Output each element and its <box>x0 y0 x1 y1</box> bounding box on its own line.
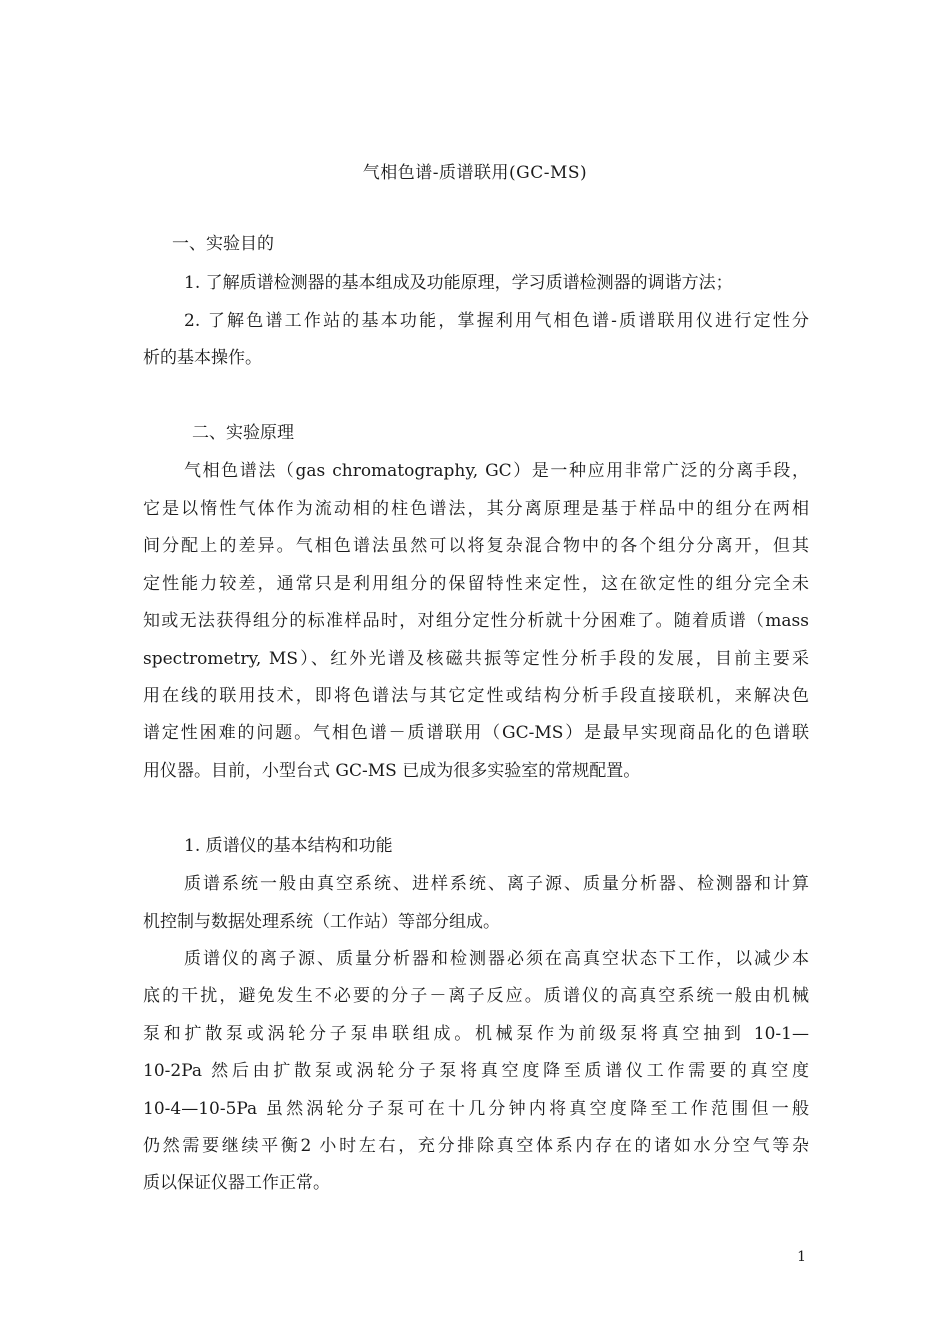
paragraph-1-line-1: 气相色谱法（gas chromatography, GC）是一种应用非常广泛的分离手段， <box>184 461 809 481</box>
paragraph-1-line-6: spectrometry, MS）、红外光谱及核磁共振等定性分析手段的发展，目前主要采 <box>143 649 809 669</box>
objective-item-1: 1. 了解质谱检测器的基本组成及功能原理，学习质谱检测器的调谐方法； <box>184 273 733 293</box>
paragraph-1-line-7: 用在线的联用技术，即将色谱法与其它定性或结构分析手段直接联机，来解决色 <box>143 686 809 706</box>
document-title: 气相色谱-质谱联用(GC-MS) <box>362 163 588 183</box>
paragraph-3-line-1: 质谱仪的离子源、质量分析器和检测器必须在高真空状态下工作，以减少本 <box>184 949 809 969</box>
paragraph-3-line-2: 底的干扰，避免发生不必要的分子－离子反应。质谱仪的高真空系统一般由机械 <box>143 986 809 1006</box>
paragraph-3-line-3: 泵和扩散泵或涡轮分子泵串联组成。机械泵作为前级泵将真空抽到 10-1— <box>143 1024 809 1044</box>
paragraph-3-line-6: 仍然需要继续平衡2 小时左右，充分排除真空体系内存在的诸如水分空气等杂 <box>143 1136 809 1156</box>
section-heading-objectives: 一、实验目的 <box>172 234 274 254</box>
page-number: 1 <box>797 1249 806 1265</box>
paragraph-1-line-2: 它是以惰性气体作为流动相的柱色谱法，其分离原理是基于样品中的组分在两相 <box>143 499 809 519</box>
paragraph-1-line-9: 用仪器。目前，小型台式 GC-MS 已成为很多实验室的常规配置。 <box>143 761 641 781</box>
paragraph-3-line-5: 10-4—10-5Pa 虽然涡轮分子泵可在十几分钟内将真空度降至工作范围但一般 <box>143 1099 809 1119</box>
paragraph-1-line-3: 间分配上的差异。气相色谱法虽然可以将复杂混合物中的各个组分分离开，但其 <box>143 536 809 556</box>
paragraph-1-line-5: 知或无法获得组分的标准样品时，对组分定性分析就十分困难了。随着质谱（mass <box>143 611 809 631</box>
section-heading-principles: 二、实验原理 <box>192 423 294 443</box>
paragraph-1-line-4: 定性能力较差，通常只是利用组分的保留特性来定性，这在欲定性的组分完全未 <box>143 574 809 594</box>
paragraph-3-line-7: 质以保证仪器工作正常。 <box>143 1173 330 1193</box>
paragraph-1-line-8: 谱定性困难的问题。气相色谱－质谱联用（GC-MS）是最早实现商品化的色谱联 <box>143 723 809 743</box>
subsection-heading-structure: 1. 质谱仪的基本结构和功能 <box>184 836 393 856</box>
paragraph-3-line-4: 10-2Pa 然后由扩散泵或涡轮分子泵将真空度降至质谱仪工作需要的真空度 <box>143 1061 809 1081</box>
paragraph-2-line-2: 机控制与数据处理系统（工作站）等部分组成。 <box>143 912 500 932</box>
paragraph-2-line-1: 质谱系统一般由真空系统、进样系统、离子源、质量分析器、检测器和计算 <box>184 874 809 894</box>
objective-item-2-line-2: 析的基本操作。 <box>143 348 262 368</box>
objective-item-2-line-1: 2. 了解色谱工作站的基本功能，掌握利用气相色谱-质谱联用仪进行定性分 <box>184 311 809 331</box>
